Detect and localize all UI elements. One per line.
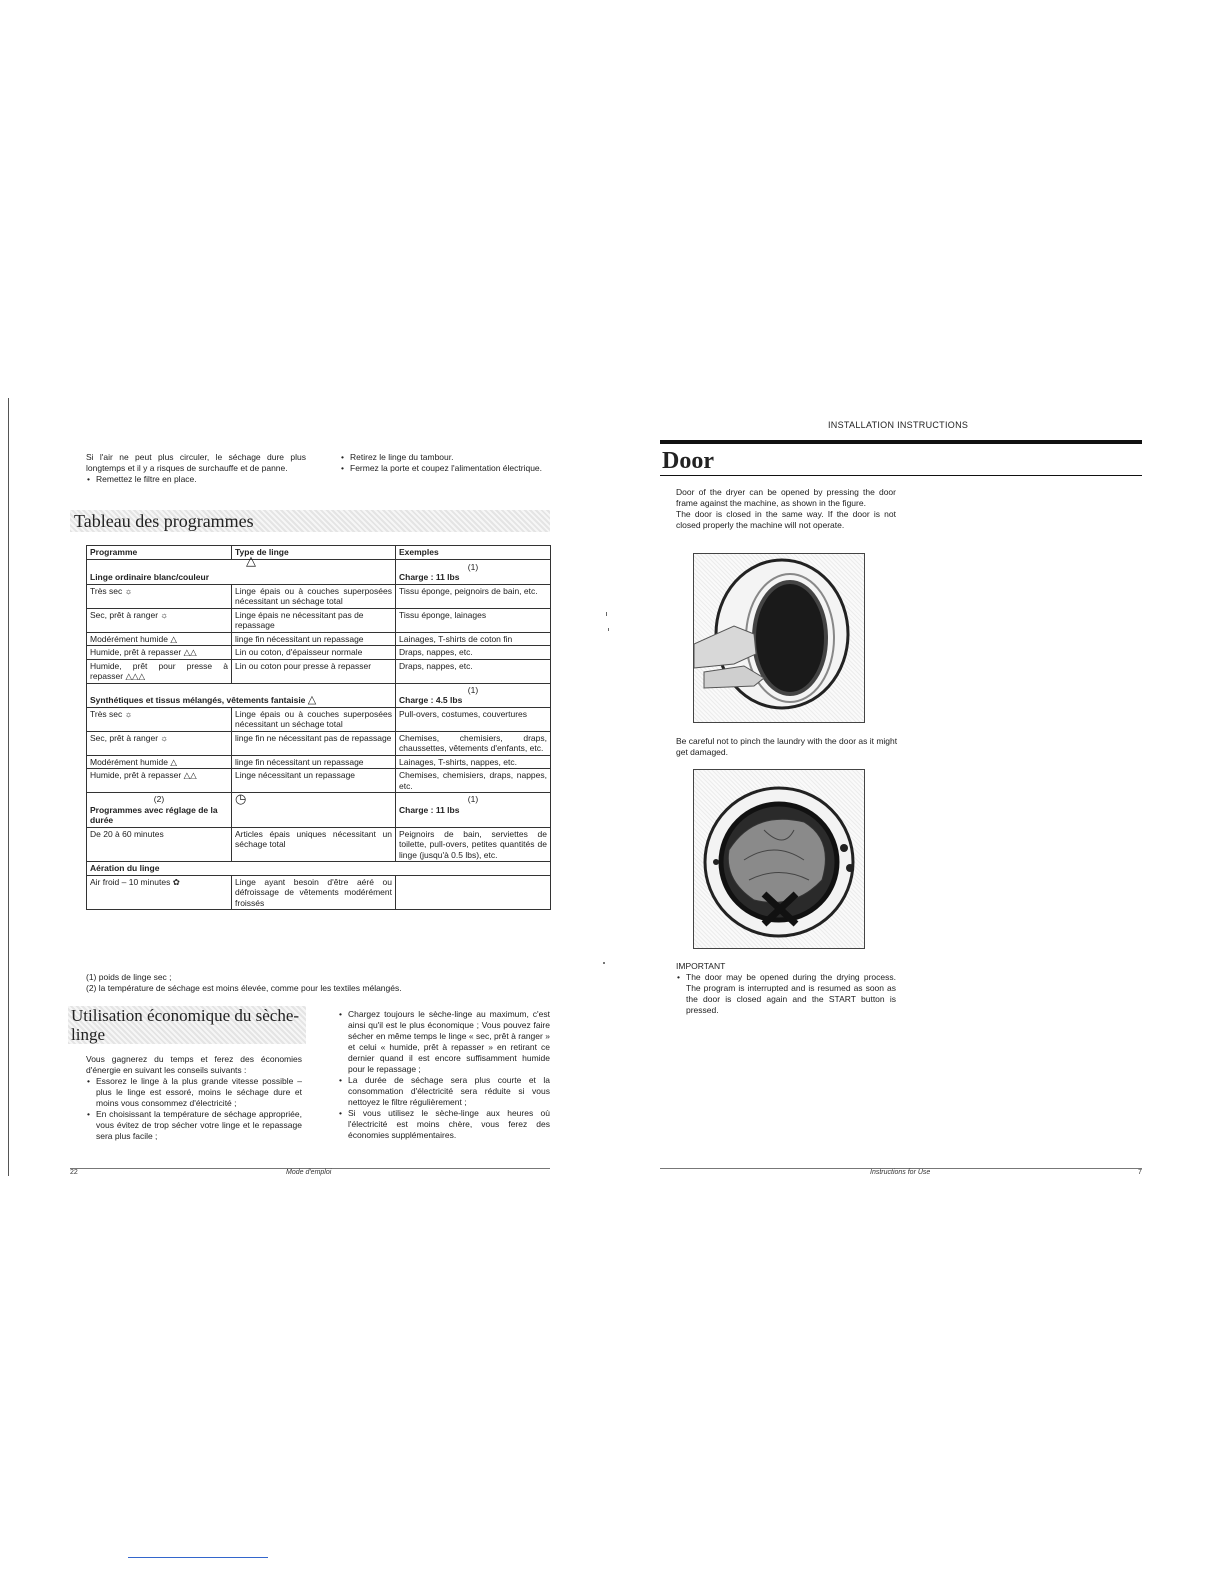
door-pinch-drawing bbox=[694, 770, 864, 948]
footnote-2: (2) la température de séchage est moins élevée, comme pour les textiles mélangés. bbox=[86, 983, 402, 993]
examples-cell: Chemises, chemisiers, draps, chaussettes, vêtements d'enfants, etc. bbox=[396, 731, 551, 755]
table-row bbox=[87, 608, 551, 632]
door-caution: Be careful not to pinch the laundry with the door as it might get damaged. bbox=[676, 736, 898, 757]
footnote-1: (1) poids de linge sec ; bbox=[86, 972, 172, 982]
programme-cell: Sec, prêt à ranger bbox=[90, 732, 159, 743]
fan-icon: ✿ bbox=[172, 876, 180, 887]
clock-icon: ◷ bbox=[235, 791, 247, 806]
important-text: • The door may be opened during the drying process. The program is interrupted and is resumed as soon as the door is closed again and the START button is pressed. bbox=[686, 972, 896, 1016]
programme-cell: Sec, prêt à ranger bbox=[90, 609, 159, 620]
type-cell: Linge épais ne nécessitant pas de repassage bbox=[232, 608, 396, 632]
examples-cell bbox=[396, 875, 551, 910]
eco-right-column bbox=[338, 1009, 550, 1141]
right-footer-text: Instructions for Use bbox=[870, 1169, 931, 1176]
eco-tip: • Essorez le linge à la plus grande vitesse possible – plus le linge est essoré, moins le séchage dure et moins vous consommez d'électricité ; bbox=[96, 1076, 302, 1109]
group-row bbox=[87, 862, 551, 876]
footnotes bbox=[86, 972, 556, 994]
table-title-band bbox=[70, 510, 550, 532]
bottom-underline bbox=[128, 1557, 268, 1558]
examples-cell: Lainages, T-shirts, nappes, etc. bbox=[396, 755, 551, 769]
title-underline bbox=[660, 475, 1142, 476]
door-title: Door bbox=[662, 448, 714, 474]
examples-cell: Tissu éponge, peignoirs de bain, etc. bbox=[396, 584, 551, 608]
scan-mark bbox=[603, 962, 605, 964]
intro-left-column bbox=[86, 452, 306, 485]
door-instructions bbox=[676, 487, 896, 531]
table-row bbox=[87, 769, 551, 793]
programme-cell: Humide, prêt à repasser bbox=[90, 647, 182, 657]
table-row bbox=[87, 659, 551, 683]
type-cell: Lin ou coton pour presse à repasser bbox=[232, 659, 396, 683]
door-pinch-illustration bbox=[693, 769, 865, 949]
hanger-icon: ☼ bbox=[160, 732, 169, 743]
programme-cell: Humide, prêt à repasser bbox=[90, 770, 182, 780]
programs-table bbox=[86, 545, 551, 910]
examples-cell: Draps, nappes, etc. bbox=[396, 659, 551, 683]
double-drop-icon: △△ bbox=[183, 770, 197, 780]
intro-bullet: • Remettez le filtre en place. bbox=[96, 474, 306, 485]
type-cell: linge fin nécessitant un repassage bbox=[232, 755, 396, 769]
group-title: Aération du linge bbox=[87, 862, 551, 876]
cotton-symbol-icon: △ bbox=[246, 553, 256, 568]
drop-icon: △ bbox=[170, 756, 177, 767]
group-note: (1) bbox=[467, 561, 479, 572]
section-header-label: INSTALLATION INSTRUCTIONS bbox=[828, 420, 969, 430]
door-close-paragraph: The door is closed in the same way. If the door is not closed properly the machine will not operate. bbox=[676, 509, 896, 530]
door-open-illustration bbox=[693, 553, 865, 723]
important-label: IMPORTANT bbox=[676, 961, 726, 971]
type-cell: linge fin ne nécessitant pas de repassage bbox=[232, 731, 396, 755]
type-cell: Linge nécessitant un repassage bbox=[232, 769, 396, 793]
eco-title bbox=[68, 1006, 306, 1044]
table-row bbox=[87, 646, 551, 660]
important-block bbox=[676, 972, 896, 1016]
table-row bbox=[87, 731, 551, 755]
double-drop-icon: △△ bbox=[183, 647, 197, 657]
type-cell: Linge ayant besoin d'être aéré ou défroissage de vêtements modérément froissés bbox=[232, 875, 396, 910]
examples-cell: Draps, nappes, etc. bbox=[396, 646, 551, 660]
examples-cell: Tissu éponge, lainages bbox=[396, 608, 551, 632]
synthetic-symbol-icon: △ bbox=[307, 694, 317, 706]
type-cell: Linge épais ou à couches superposées nécessitant un séchage total bbox=[232, 584, 396, 608]
left-page-number: 22 bbox=[70, 1169, 78, 1176]
group-note: (1) bbox=[467, 794, 479, 804]
header-programme: Programme bbox=[87, 546, 232, 560]
door-open-drawing bbox=[694, 554, 864, 722]
table-row bbox=[87, 584, 551, 608]
eco-title-band bbox=[68, 1006, 306, 1044]
eco-title-line: Utilisation économique du sèche- bbox=[71, 1006, 300, 1025]
intro-paragraph: Si l'air ne peut plus circuler, le séchage dure plus longtemps et il y a risques de surchauffe et de panne. bbox=[86, 452, 306, 473]
triple-drop-icon: △△△ bbox=[125, 671, 146, 681]
sun-icon: ☼ bbox=[124, 708, 133, 719]
group-title: Programmes avec réglage de la durée bbox=[90, 804, 218, 825]
table-row bbox=[87, 755, 551, 769]
group-charge: Charge : 11 lbs bbox=[399, 804, 460, 815]
programme-cell: Modérément humide bbox=[90, 756, 168, 767]
eco-left-column bbox=[86, 1054, 302, 1142]
type-cell: linge fin nécessitant un repassage bbox=[232, 632, 396, 646]
eco-intro: Vous gagnerez du temps et ferez des économies d'énergie en suivant les conseils suivants : bbox=[86, 1054, 302, 1075]
group-row bbox=[87, 559, 551, 584]
programme-cell: Air froid – 10 minutes bbox=[90, 876, 171, 887]
sun-icon: ☼ bbox=[124, 585, 133, 596]
table-row bbox=[87, 632, 551, 646]
group-row bbox=[87, 793, 551, 828]
scan-mark bbox=[608, 628, 609, 631]
type-cell: Lin ou coton, d'épaisseur normale bbox=[232, 646, 396, 660]
table-title: Tableau des programmes bbox=[74, 511, 254, 531]
programme-cell: Humide, prêt pour presse à repasser bbox=[90, 660, 228, 681]
group-note-left: (2) bbox=[153, 794, 165, 804]
examples-cell: Peignoirs de bain, serviettes de toilette, pull-overs, petites quantités de linge (jusqu'à 0.5 lbs), etc. bbox=[396, 827, 551, 862]
eco-tip: • La durée de séchage sera plus courte et la consommation d'électricité sera réduite si vous nettoyez le filtre régulièrement ; bbox=[348, 1075, 550, 1108]
header-type: Type de linge bbox=[232, 546, 396, 560]
table-header-row bbox=[87, 546, 551, 560]
door-open-paragraph: Door of the dryer can be opened by pressing the door frame against the machine, as shown in the figure. bbox=[676, 487, 896, 508]
group-charge: Charge : 11 lbs bbox=[399, 572, 460, 582]
eco-tip: • Si vous utilisez le sèche-linge aux heures où l'électricité est moins chère, vous ferez des économies supplémentaires. bbox=[348, 1108, 550, 1141]
examples-cell: Chemises, chemisiers, draps, nappes, etc. bbox=[396, 769, 551, 793]
type-cell: Linge épais ou à couches superposées nécessitant un séchage total bbox=[232, 707, 396, 731]
table-row bbox=[87, 875, 551, 910]
table-row bbox=[87, 827, 551, 862]
header-examples: Exemples bbox=[396, 546, 551, 560]
programme-cell: Modérément humide bbox=[90, 633, 168, 644]
type-cell: Articles épais uniques nécessitant un séchage total bbox=[232, 827, 396, 862]
scan-mark bbox=[606, 612, 607, 616]
group-note: (1) bbox=[467, 684, 479, 695]
examples-cell: Lainages, T-shirts de coton fin bbox=[396, 632, 551, 646]
intro-right-bullet: • Retirez le linge du tambour. bbox=[350, 452, 550, 463]
right-page-number: 7 bbox=[1138, 1169, 1142, 1176]
eco-tip: • Chargez toujours le sèche-linge au maximum, c'est ainsi qu'il est le plus économique ; Vous pouvez faire sécher en même temps le linge « sec, prêt à ranger » et celui « humide, prêt à repasser » en retirant ce dernier quand il est encore suffisamment humide pour le repassage ; bbox=[348, 1009, 550, 1075]
intro-right-bullet: • Fermez la porte et coupez l'alimentation électrique. bbox=[350, 463, 550, 474]
group-title: Synthétiques et tissus mélangés, vêtements fantaisie bbox=[90, 695, 306, 705]
intro-right-column bbox=[340, 452, 550, 474]
eco-title-line: linge bbox=[71, 1025, 105, 1044]
group-title: Linge ordinaire blanc/couleur bbox=[90, 572, 210, 582]
left-footer-text: Mode d'emploi bbox=[286, 1169, 332, 1176]
programme-cell: Très sec bbox=[90, 708, 123, 719]
examples-cell: Pull-overs, costumes, couvertures bbox=[396, 707, 551, 731]
programme-cell: De 20 à 60 minutes bbox=[87, 827, 232, 862]
table-row bbox=[87, 707, 551, 731]
header-thick-rule bbox=[660, 440, 1142, 444]
group-row bbox=[87, 683, 551, 707]
left-margin-line bbox=[8, 398, 9, 1176]
eco-tip: • En choisissant la température de séchage appropriée, vous évitez de trop sécher votre linge et le repassage sera plus facile ; bbox=[96, 1109, 302, 1142]
group-charge: Charge : 4.5 lbs bbox=[399, 695, 463, 705]
programme-cell: Très sec bbox=[90, 585, 123, 596]
drop-icon: △ bbox=[170, 633, 177, 644]
hanger-icon: ☼ bbox=[160, 609, 169, 620]
